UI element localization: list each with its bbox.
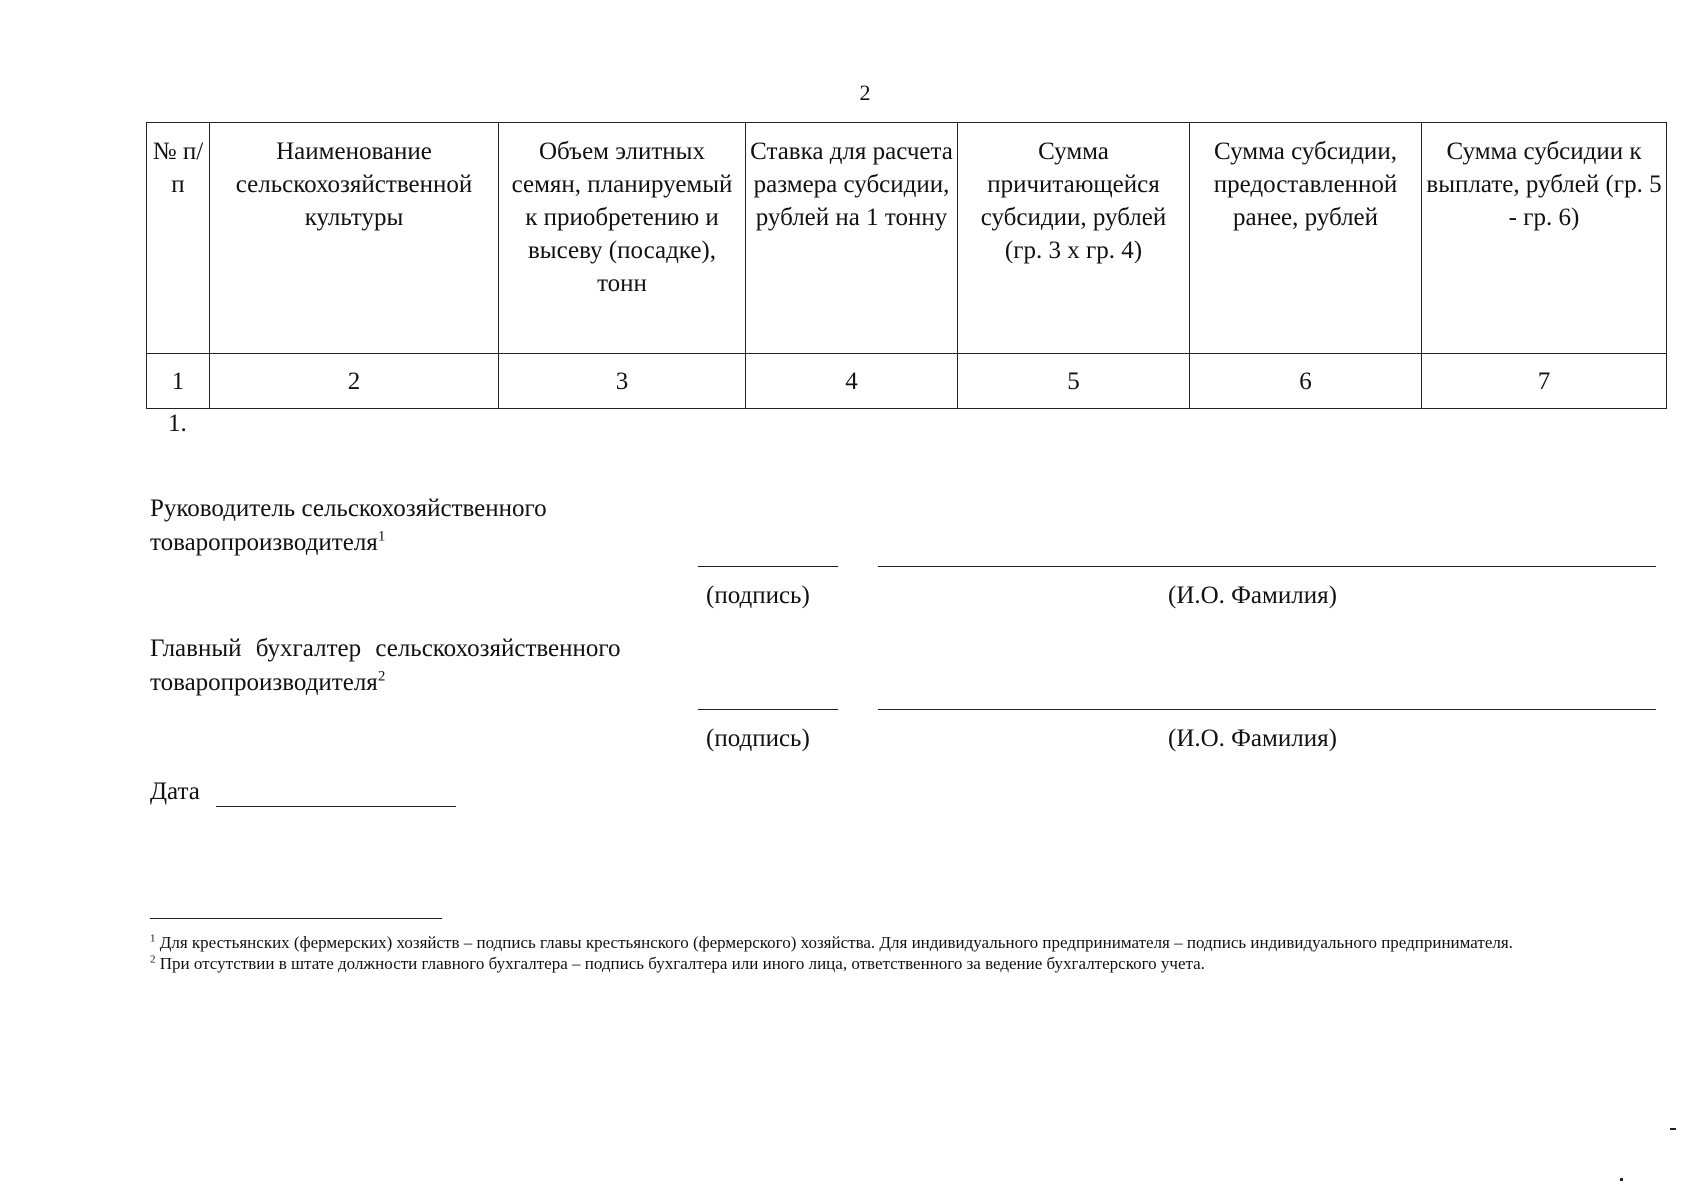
- column-number-cell: 3: [499, 354, 746, 409]
- header-cell-payout-sum: Сумма субсидии к выплате, рублей (гр. 5 - гр. 6): [1422, 123, 1667, 354]
- header-cell-previous-sum: Сумма субсидии, предоставленной ранее, рублей: [1190, 123, 1422, 354]
- head-label-line1: Руководитель сельскохозяйственного: [150, 495, 547, 522]
- head-name-line[interactable]: [878, 566, 1656, 567]
- scan-mark: [1670, 1128, 1676, 1130]
- head-signature-line[interactable]: [698, 566, 838, 567]
- accountant-name-caption: (И.О. Фамилия): [1168, 725, 1337, 752]
- column-number-row: [147, 354, 1667, 409]
- footnote-1: $^1$ Для крестьянских (фермерских) хозяйств – подпись главы крестьянского (фермерского) хозяйства. Для индивидуального предпринимателя – подпись индивидуального предпринимателя.: [150, 932, 1513, 952]
- date-label: Дата: [150, 778, 200, 805]
- footnote-2: $^2$ При отсутствии в штате должности главного бухгалтера – подпись бухгалтера или иного лица, ответственного за ведение бухгалтерского учета.: [150, 953, 1205, 973]
- accountant-signature-caption: (подпись): [706, 725, 810, 752]
- column-number-cell: 7: [1422, 354, 1667, 409]
- footnote-ref: 1: [377, 528, 386, 545]
- header-cell-due-sum: Сумма причитающейся субсидии, рублей (гр. 3 х гр. 4): [958, 123, 1190, 354]
- head-signature-label: [150, 492, 547, 560]
- footnote-marker: 1: [150, 932, 156, 945]
- column-number-cell: 6: [1190, 354, 1422, 409]
- footnote-marker: 2: [150, 953, 156, 966]
- header-cell-rate: Ставка для расчета размера субсидии, рублей на 1 тонну: [746, 123, 958, 354]
- header-cell-crop-name: Наименование сельскохозяйственной культуры: [210, 123, 499, 354]
- footnote-separator: [150, 918, 442, 919]
- scan-mark: [1620, 1178, 1623, 1181]
- accountant-signature-line[interactable]: [698, 709, 838, 710]
- subsidy-table: [146, 122, 1667, 409]
- column-number-cell: 4: [746, 354, 958, 409]
- header-cell-number: № п/п: [147, 123, 210, 354]
- accountant-label-line2: товаропроизводителя$^2$: [150, 668, 386, 696]
- page-number: 2: [859, 80, 871, 105]
- accountant-name-line[interactable]: [878, 709, 1656, 710]
- footnotes: [150, 932, 1580, 974]
- header-cell-seed-volume: Объем элитных семян, планируемый к приобретению и высеву (посадке), тонн: [499, 123, 746, 354]
- date-line[interactable]: [216, 806, 456, 807]
- accountant-label-line1: Главный бухгалтер сельскохозяйственного: [150, 635, 621, 662]
- head-signature-caption: (подпись): [706, 582, 810, 609]
- column-number-cell: 1: [147, 354, 210, 409]
- table-header-row: [147, 123, 1667, 354]
- head-name-caption: (И.О. Фамилия): [1168, 582, 1337, 609]
- head-label-line2: товаропроизводителя$^1$: [150, 528, 386, 556]
- column-number-cell: 2: [210, 354, 499, 409]
- accountant-signature-label: [150, 632, 621, 700]
- footnote-ref: 2: [377, 668, 386, 685]
- column-number-cell: 5: [958, 354, 1190, 409]
- row-item-number: 1.: [168, 410, 187, 437]
